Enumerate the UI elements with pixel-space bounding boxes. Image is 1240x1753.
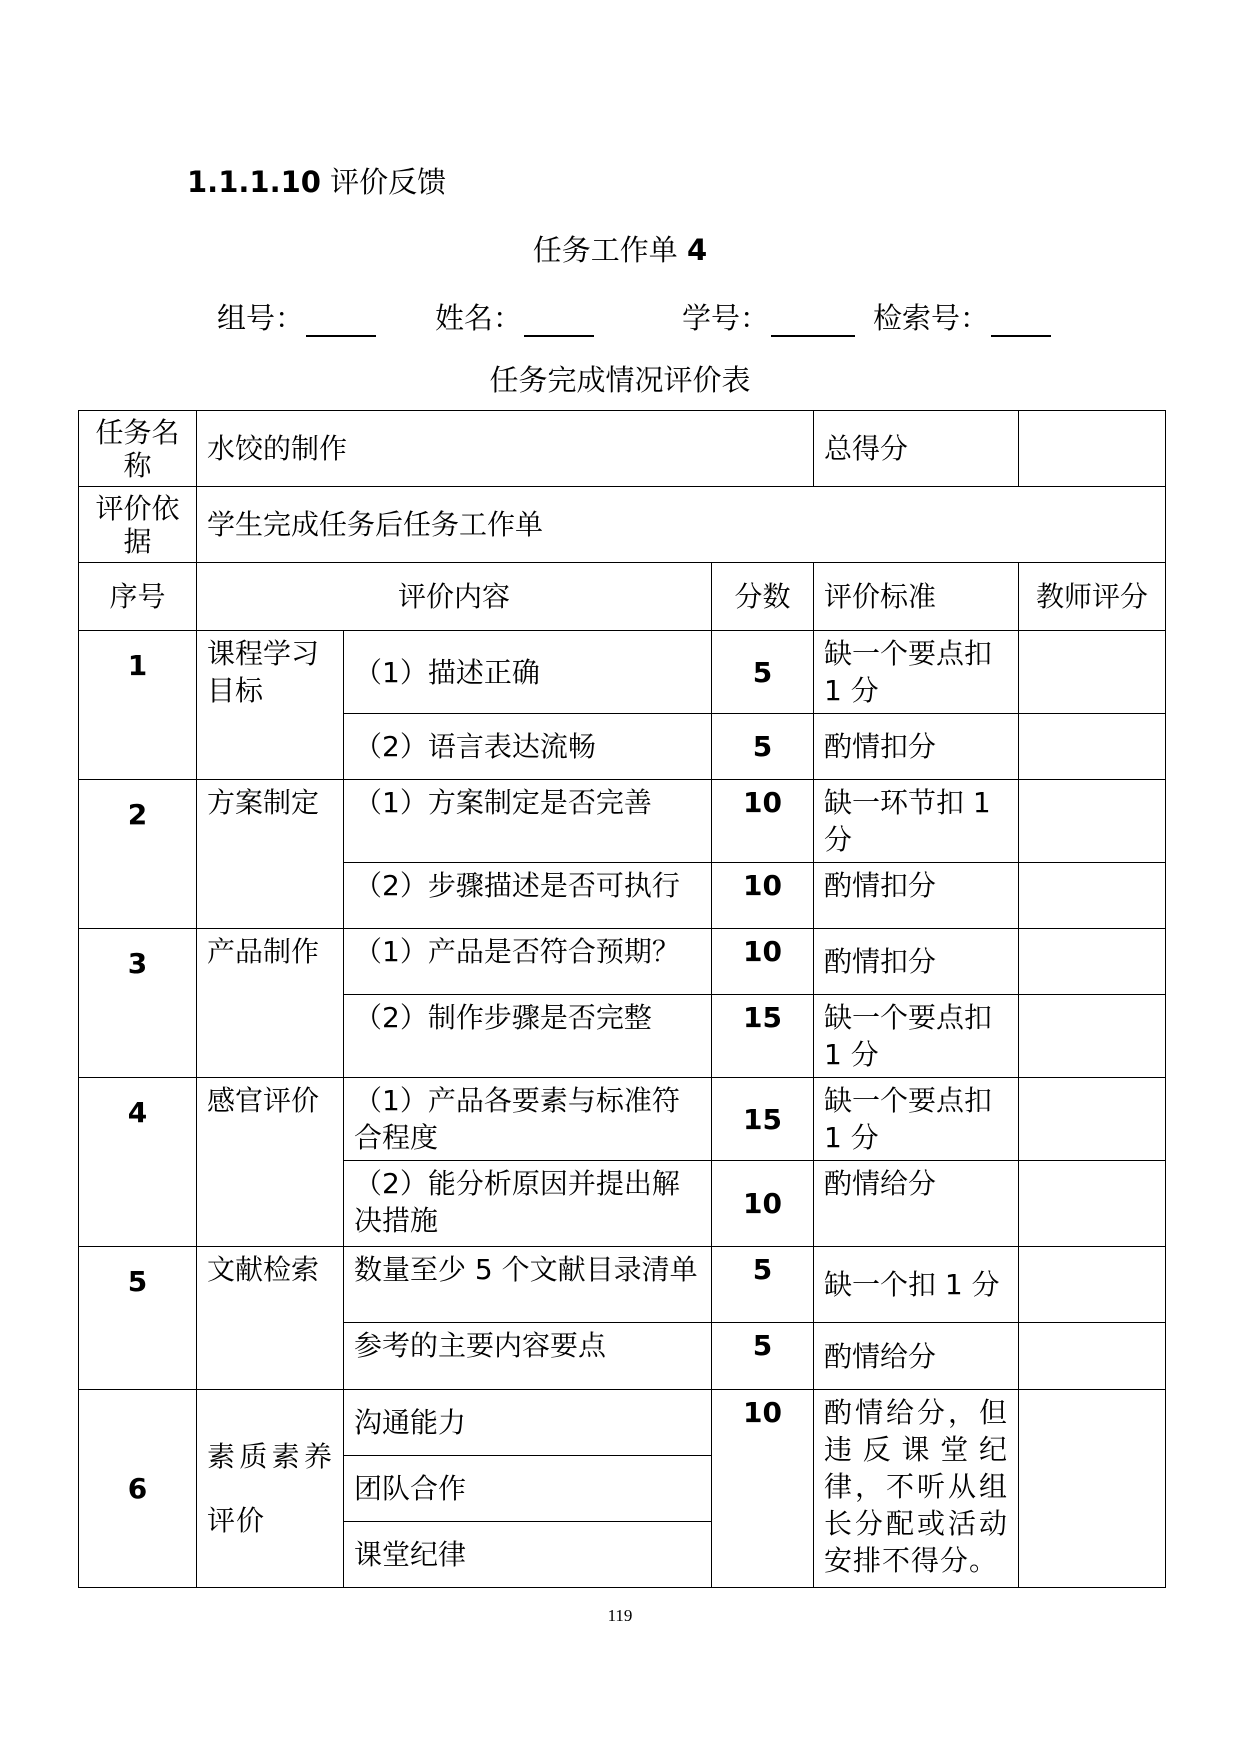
item-standard: 缺一个要点扣 1 分 xyxy=(814,631,1019,714)
page-number: 119 xyxy=(607,1606,633,1625)
section-heading xyxy=(187,160,446,201)
item-content: 沟通能力 xyxy=(344,1390,712,1456)
item-content: （2）步骤描述是否可执行 xyxy=(344,863,712,929)
group-field xyxy=(217,296,376,337)
student-id-field xyxy=(682,296,855,337)
search-id-label: 检索号： xyxy=(873,301,990,335)
table-row xyxy=(79,1390,1166,1456)
item-standard: 酌情给分 xyxy=(814,1161,1019,1247)
table-row xyxy=(79,1078,1166,1161)
item-standard: 酌情扣分 xyxy=(814,714,1019,780)
item-score: 10 xyxy=(712,863,814,929)
teacher-score-cell[interactable] xyxy=(1019,1247,1166,1323)
col-header-score: 分数 xyxy=(712,563,814,631)
row-category: 产品制作 xyxy=(197,929,344,1078)
item-standard: 酌情扣分 xyxy=(814,929,1019,995)
table-row xyxy=(79,780,1166,863)
col-header-content: 评价内容 xyxy=(197,563,712,631)
row-category: 课程学习目标 xyxy=(197,631,344,780)
teacher-score-cell[interactable] xyxy=(1019,1323,1166,1390)
item-score: 5 xyxy=(712,1247,814,1323)
item-standard: 缺一环节扣 1 分 xyxy=(814,780,1019,863)
row-category: 方案制定 xyxy=(197,780,344,929)
item-content: （1）描述正确 xyxy=(344,631,712,714)
item-content: （2）语言表达流畅 xyxy=(344,714,712,780)
row-number: 5 xyxy=(79,1247,197,1390)
item-content: 参考的主要内容要点 xyxy=(344,1323,712,1390)
teacher-score-cell[interactable] xyxy=(1019,863,1166,929)
teacher-score-cell[interactable] xyxy=(1019,995,1166,1078)
section-title: 评价反馈 xyxy=(330,165,447,199)
basis-label: 评价依据 xyxy=(79,487,197,563)
section-number: 1.1.1.10 xyxy=(187,165,321,199)
row-number: 1 xyxy=(79,631,197,780)
item-content: （1）产品各要素与标准符合程度 xyxy=(344,1078,712,1161)
task-name-row xyxy=(79,411,1166,487)
document-title-number: 4 xyxy=(687,233,708,267)
item-score: 10 xyxy=(712,929,814,995)
search-id-field xyxy=(873,296,1051,337)
table-title: 任务完成情况评价表 xyxy=(489,363,751,397)
item-standard: 酌情扣分 xyxy=(814,863,1019,929)
col-header-no: 序号 xyxy=(79,563,197,631)
item-standard: 酌情给分，但违反课堂纪律，不听从组长分配或活动安排不得分。 xyxy=(814,1390,1019,1588)
document-title-text: 任务工作单 xyxy=(532,233,678,267)
teacher-score-cell[interactable] xyxy=(1019,631,1166,714)
col-header-standard: 评价标准 xyxy=(814,563,1019,631)
group-label: 组号： xyxy=(217,301,305,335)
column-header-row xyxy=(79,563,1166,631)
teacher-score-cell[interactable] xyxy=(1019,714,1166,780)
total-score-label: 总得分 xyxy=(814,411,1019,487)
item-content: （1）产品是否符合预期？ xyxy=(344,929,712,995)
item-score: 15 xyxy=(712,995,814,1078)
item-score: 10 xyxy=(712,1390,814,1588)
item-content: 团队合作 xyxy=(344,1456,712,1522)
item-standard: 缺一个要点扣 1 分 xyxy=(814,1078,1019,1161)
item-content: （2）能分析原因并提出解决措施 xyxy=(344,1161,712,1247)
item-score: 10 xyxy=(712,780,814,863)
row-number: 4 xyxy=(79,1078,197,1247)
item-score: 5 xyxy=(712,631,814,714)
row-number: 6 xyxy=(79,1390,197,1588)
name-field xyxy=(435,296,594,337)
basis-row xyxy=(79,487,1166,563)
document-title xyxy=(0,228,1240,269)
row-category: 素质素养评价 xyxy=(197,1390,344,1588)
item-score: 15 xyxy=(712,1078,814,1161)
item-standard: 缺一个扣 1 分 xyxy=(814,1247,1019,1323)
col-header-teacher: 教师评分 xyxy=(1019,563,1166,631)
item-content: （1）方案制定是否完善 xyxy=(344,780,712,863)
table-row xyxy=(79,1247,1166,1323)
name-blank[interactable] xyxy=(524,305,594,337)
search-id-blank[interactable] xyxy=(991,305,1051,337)
teacher-score-cell[interactable] xyxy=(1019,1390,1166,1588)
table-row xyxy=(79,929,1166,995)
item-standard: 缺一个要点扣 1 分 xyxy=(814,995,1019,1078)
item-score: 5 xyxy=(712,714,814,780)
item-standard: 酌情给分 xyxy=(814,1323,1019,1390)
student-id-label: 学号： xyxy=(682,301,770,335)
evaluation-table xyxy=(78,410,1166,1588)
row-category: 文献检索 xyxy=(197,1247,344,1390)
name-label: 姓名： xyxy=(435,301,523,335)
item-content: 课堂纪律 xyxy=(344,1522,712,1588)
task-name-label: 任务名称 xyxy=(79,411,197,487)
item-content: 数量至少 5 个文献目录清单 xyxy=(344,1247,712,1323)
item-score: 10 xyxy=(712,1161,814,1247)
item-score: 5 xyxy=(712,1323,814,1390)
teacher-score-cell[interactable] xyxy=(1019,929,1166,995)
total-score-cell[interactable] xyxy=(1019,411,1166,487)
row-category: 感官评价 xyxy=(197,1078,344,1247)
table-row xyxy=(79,631,1166,714)
student-id-blank[interactable] xyxy=(771,305,855,337)
task-name-value: 水饺的制作 xyxy=(197,411,814,487)
row-number: 3 xyxy=(79,929,197,1078)
group-blank[interactable] xyxy=(306,305,376,337)
teacher-score-cell[interactable] xyxy=(1019,1078,1166,1161)
teacher-score-cell[interactable] xyxy=(1019,780,1166,863)
row-number: 2 xyxy=(79,780,197,929)
teacher-score-cell[interactable] xyxy=(1019,1161,1166,1247)
item-content: （2）制作步骤是否完整 xyxy=(344,995,712,1078)
basis-value: 学生完成任务后任务工作单 xyxy=(197,487,1166,563)
